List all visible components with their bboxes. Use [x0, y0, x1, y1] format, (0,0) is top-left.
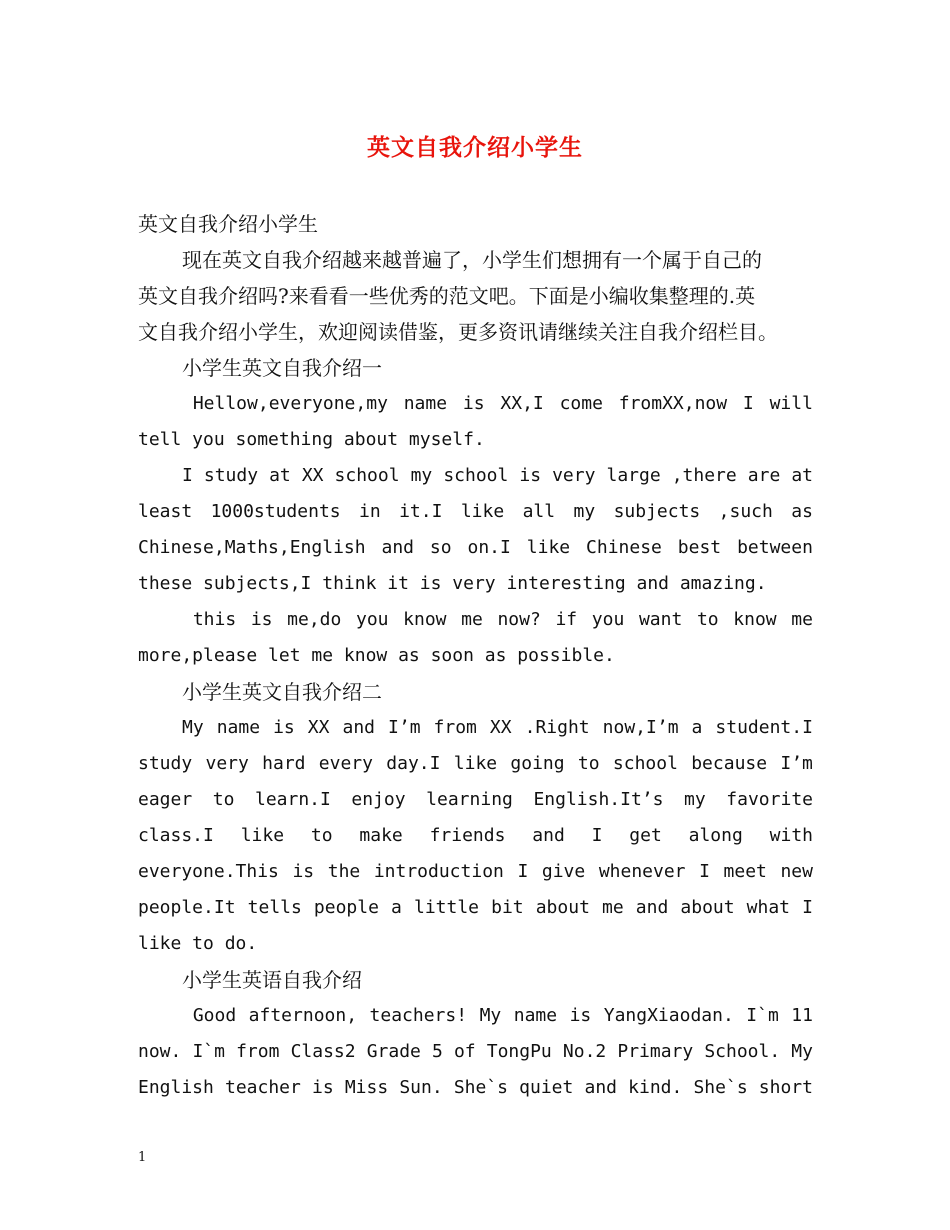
word: tells	[247, 897, 302, 918]
word: new	[780, 861, 813, 882]
word: know	[403, 609, 447, 630]
word: my	[684, 789, 706, 810]
word: people	[313, 897, 379, 918]
word: I’m	[388, 717, 421, 738]
word: Sun.	[399, 1077, 443, 1098]
text-line	[138, 1070, 813, 1106]
word: like	[526, 537, 571, 558]
word: at	[269, 465, 291, 486]
word: now.	[138, 1041, 182, 1062]
word: on.I	[467, 537, 511, 558]
word: English.It’s	[533, 789, 664, 810]
word: study	[138, 753, 193, 774]
word: least	[138, 501, 193, 522]
word: XX,I	[500, 393, 544, 414]
word: I`m	[192, 1041, 225, 1062]
word: meet	[723, 861, 767, 882]
text-line: more,please let me know as soon as possible.	[138, 645, 615, 666]
word: a	[391, 897, 402, 918]
word: this	[182, 609, 237, 630]
word: whenever	[598, 861, 686, 882]
text-line	[138, 494, 813, 530]
text-line	[138, 854, 813, 890]
document-body	[138, 206, 813, 1106]
word: school	[612, 753, 678, 774]
word: get	[629, 825, 662, 846]
text-line: 小学生英语自我介绍	[182, 968, 362, 992]
word: what	[746, 897, 791, 918]
word: My	[791, 1041, 813, 1062]
word: enjoy	[351, 789, 406, 810]
text-line	[138, 818, 813, 854]
word: is	[292, 861, 315, 882]
word: school	[443, 465, 509, 486]
word: is	[312, 1077, 334, 1098]
word: is	[462, 393, 485, 414]
word: in	[359, 501, 381, 522]
word: will	[769, 393, 813, 414]
word: I	[182, 465, 193, 486]
word: Miss	[344, 1077, 389, 1098]
word: name	[513, 1005, 558, 1026]
word: with	[769, 825, 813, 846]
text-line: 英文自我介绍小学生	[138, 212, 318, 236]
word: now?	[497, 609, 541, 630]
word: and	[635, 897, 669, 918]
text-line: 小学生英文自我介绍二	[182, 680, 382, 704]
word: is	[569, 1005, 592, 1026]
word: I	[742, 393, 754, 414]
page-number: 1	[138, 1150, 147, 1165]
word: school	[334, 465, 400, 486]
word: to	[212, 789, 235, 810]
word: short	[758, 1077, 813, 1098]
word: name	[216, 717, 261, 738]
word: She`s	[453, 1077, 509, 1098]
text-line	[138, 746, 813, 782]
word: my	[573, 501, 596, 522]
word: No.2	[562, 1041, 607, 1062]
word: Class2	[290, 1041, 356, 1062]
word: people.It	[138, 897, 236, 918]
text-line	[138, 1034, 813, 1070]
word: Chinese	[586, 537, 662, 558]
word: teacher	[225, 1077, 301, 1098]
word: teachers!	[369, 1005, 468, 1026]
word: TongPu	[486, 1041, 552, 1062]
word: as	[791, 501, 813, 522]
word: know	[733, 609, 777, 630]
word: subjects	[613, 501, 701, 522]
word: friends	[429, 825, 506, 846]
word: make	[359, 825, 403, 846]
word: going	[510, 753, 565, 774]
word: kind.	[628, 1077, 683, 1098]
word: favorite	[726, 789, 813, 810]
word: so	[429, 537, 452, 558]
text-line: 文自我介绍小学生，欢迎阅读借鉴，更多资讯请继续关注自我介绍栏目。	[138, 320, 778, 344]
word: My	[182, 717, 204, 738]
word: name	[403, 393, 448, 414]
word: between	[737, 537, 813, 558]
text-line: tell you something about myself.	[138, 429, 485, 450]
word: learn.I	[255, 789, 331, 810]
word: from	[236, 1041, 280, 1062]
word: is	[519, 465, 542, 486]
word: My	[479, 1005, 502, 1026]
word: very	[552, 465, 596, 486]
word: to	[577, 753, 600, 774]
word: XX	[307, 717, 330, 738]
text-line: 现在英文自我介绍越来越普遍了，小学生们想拥有一个属于自己的	[182, 248, 762, 272]
word: YangXiaodan.	[603, 1005, 734, 1026]
word: to	[696, 609, 719, 630]
word: introduction	[373, 861, 504, 882]
word: student.I	[715, 717, 813, 738]
word: learning	[426, 789, 513, 810]
word: XX	[489, 717, 512, 738]
word: eager	[138, 789, 193, 810]
word: give	[541, 861, 586, 882]
word: I	[517, 861, 529, 882]
word: me	[461, 609, 483, 630]
text-line: these subjects,I think it is very interesting and amazing.	[138, 573, 767, 594]
word: about	[535, 897, 590, 918]
word: day.I	[386, 753, 441, 774]
word: now,I’m	[602, 717, 679, 738]
word: large	[606, 465, 661, 486]
word: fromXX,now	[618, 393, 728, 414]
word: if	[555, 609, 578, 630]
word: like	[460, 501, 505, 522]
word: XX	[301, 465, 324, 486]
word: to	[310, 825, 333, 846]
document-title: 英文自我介绍小学生	[367, 134, 583, 161]
word: you	[591, 609, 625, 630]
text-line: like to do.	[138, 933, 258, 954]
word: and	[342, 717, 375, 738]
text-line: 小学生英文自我介绍一	[182, 356, 382, 380]
word: and	[381, 537, 414, 558]
word: a	[691, 717, 703, 738]
text-line: 英文自我介绍吗?来看看一些优秀的范文吧。下面是小编收集整理的.英	[138, 284, 756, 308]
text-line	[138, 602, 813, 638]
word: .Right	[524, 717, 590, 738]
text-line	[138, 530, 813, 566]
word: Chinese,Maths,English	[138, 537, 366, 558]
text-line	[138, 386, 813, 422]
word: I	[699, 861, 710, 882]
word: study	[203, 465, 259, 486]
word: like	[240, 825, 285, 846]
text-line	[138, 710, 813, 746]
word: me	[791, 609, 813, 630]
text-line	[138, 458, 813, 494]
word: you	[355, 609, 389, 630]
word: of	[453, 1041, 476, 1062]
text-line	[138, 890, 813, 926]
word: at	[791, 465, 813, 486]
word: afternoon,	[248, 1005, 358, 1026]
word: Hellow,everyone,my	[182, 393, 388, 414]
word: Grade	[366, 1041, 421, 1062]
word: She`s	[693, 1077, 748, 1098]
word: everyone.This	[138, 861, 279, 882]
word: come	[559, 393, 603, 414]
word: Primary	[617, 1041, 694, 1062]
word: Good	[182, 1005, 237, 1026]
word: class.I	[138, 825, 214, 846]
text-line	[138, 782, 813, 818]
word: is	[250, 609, 273, 630]
word: all	[522, 501, 556, 522]
word: 11	[791, 1005, 813, 1026]
word: every	[318, 753, 373, 774]
word: little	[413, 897, 480, 918]
text-line	[138, 998, 813, 1034]
word: my	[410, 465, 433, 486]
word: is	[273, 717, 295, 738]
word: want	[638, 609, 683, 630]
word: hard	[262, 753, 306, 774]
word: me,do	[287, 609, 342, 630]
word: me	[602, 897, 624, 918]
word: I`m	[746, 1005, 779, 1026]
word: ,there	[671, 465, 737, 486]
word: 5	[432, 1041, 443, 1062]
word: ,such	[718, 501, 773, 522]
word: very	[205, 753, 249, 774]
word: I	[591, 825, 603, 846]
word: along	[688, 825, 743, 846]
word: best	[677, 537, 722, 558]
word: English	[138, 1077, 214, 1098]
word: I’m	[780, 753, 813, 774]
word: about	[680, 897, 735, 918]
word: and	[584, 1077, 617, 1098]
word: School.	[704, 1041, 781, 1062]
word: 1000students	[210, 501, 341, 522]
word: from	[433, 717, 477, 738]
word: and	[532, 825, 565, 846]
word: like	[453, 753, 498, 774]
word: quiet	[519, 1077, 574, 1098]
word: because	[691, 753, 768, 774]
word: bit	[491, 897, 524, 918]
word: the	[327, 861, 361, 882]
word: are	[747, 465, 781, 486]
word: I	[802, 897, 813, 918]
word: it.I	[399, 501, 443, 522]
